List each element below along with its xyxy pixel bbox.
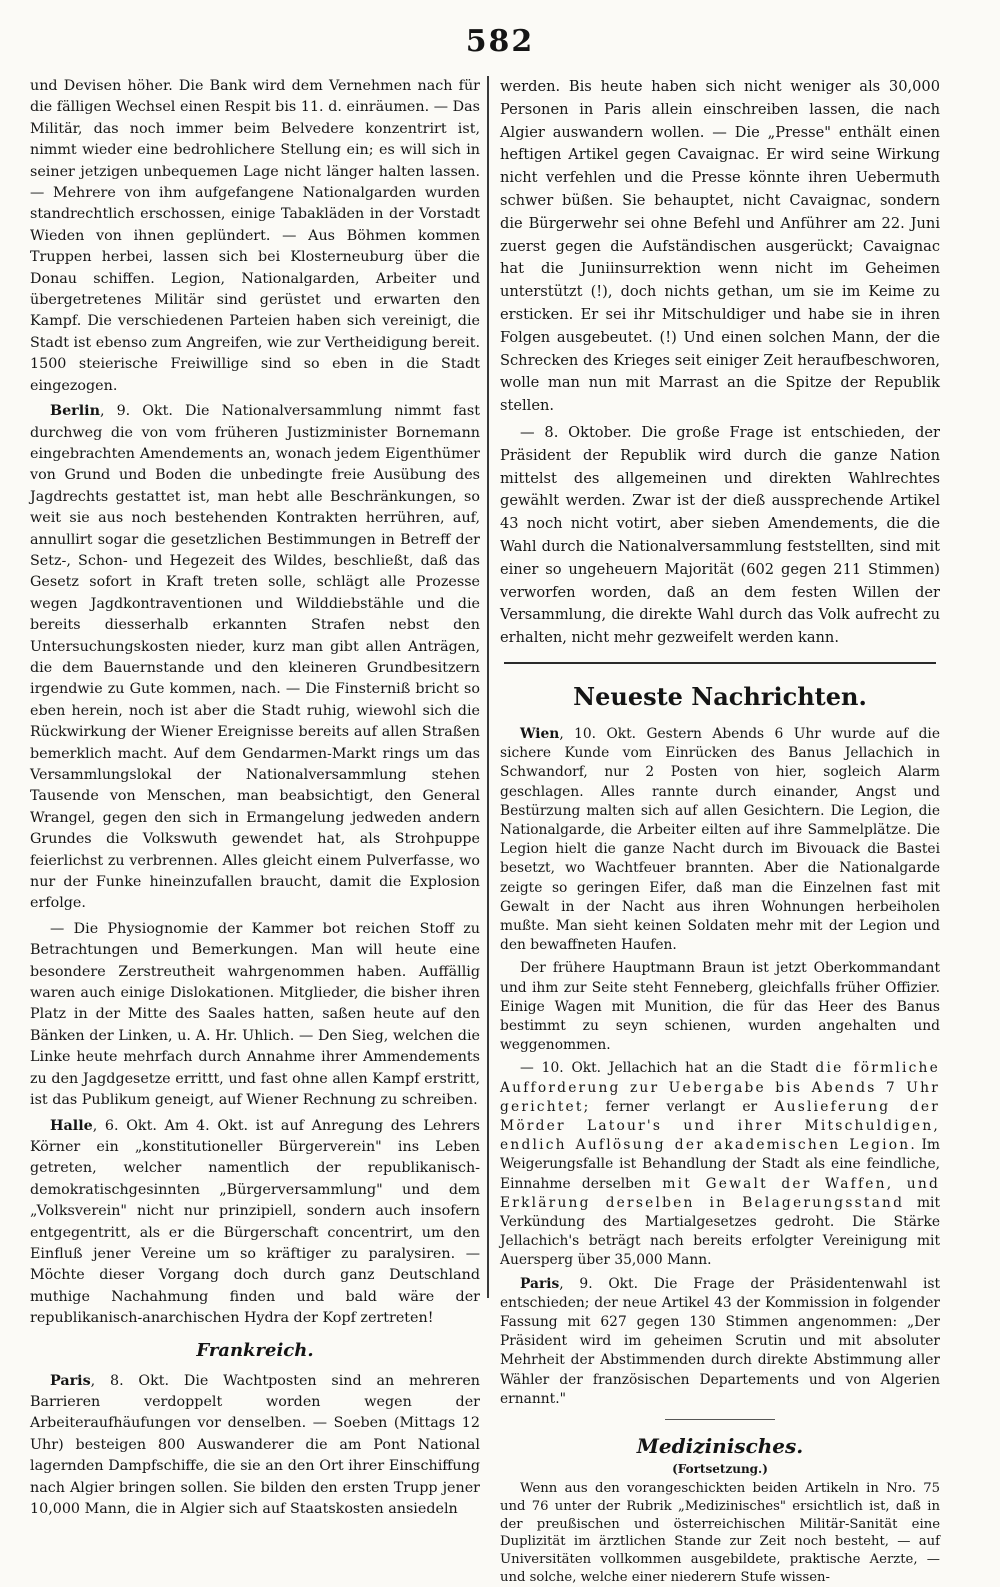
- dateline-place: Paris: [50, 1372, 91, 1389]
- article-paragraph: [500, 725, 940, 955]
- emphasized-text: mit Gewalt der Waffen, und Erklärung derselben in Belagerungsstand: [500, 1175, 940, 1211]
- emphasized-text: die förmliche Aufforderung zur Uebergabe bis Abends 7 Uhr gerichtet: [500, 1060, 940, 1115]
- article-paragraph: — 8. Oktober. Die große Frage ist entschieden, der Präsident der Republik wird durch die ganze Nation mittelst des allgemeinen und direkten Wahlrechtes gewählt werden. Zwar ist der dieß aussprechende Artikel 43 noch nicht votirt, aber sieben Amendements, die die Wahl durch die Nationalversammlung feststellten, sind mit einer so ungeheuern Majorität (602 gegen 211 Stimmen) verworfen worden, daß an dem festen Willen der Versammlung, die direkte Wahl durch das Volk aufrecht zu erhalten, nicht mehr gezweifelt werden kann.: [500, 423, 940, 647]
- emphasized-text: Auslieferung der Mörder Latour's und ihrer Mitschuldigen, endlich Auflösung der akademischen Legion: [500, 1098, 940, 1154]
- article-paragraph: und Devisen höher. Die Bank wird dem Vernehmen nach für die fälligen Wechsel einen Respit bis 11. d. einräumen. — Das Militär, das noch immer beim Belvedere konzentrirt ist, nimmt wieder eine bedrohlichere Stellung ein; es will sich in seiner jetzigen unbequemen Lage nicht länger halten lassen. — Mehrere von ihm aufgefangene Nationalgarden wurden standrechtlich erschossen, einige Tabakläden in der Vorstadt Wieden von ihnen geplündert. — Aus Böhmen kommen Truppen herbei, lassen sich bei Klosterneuburg über die Donau schiffen. Legion, Nationalgarden, Arbeiter und übergetretenes Militär sind gerüstet und erwarten den Kampf. Die verschiedenen Parteien haben sich vereinigt, die Stadt ist ebenso zum Angreifen, wie zur Vertheidigung bereit. 1500 steierische Freiwillige sind so eben in die Stadt eingezogen.: [30, 78, 480, 394]
- article-text: , 8. Okt. Die Wachtposten sind an mehreren Barrieren verdoppelt worden wegen der Arbeiteraufhäufungen vor denselben. — Soeben (Mittags 12 Uhr) besteigen 800 Auswanderer die am Pont National lagernden Dampfschiffe, die sie an den Ort ihrer Einschiffung nach Algier bringen sollen. Sie bilden den ersten Trupp jener 10,000 Mann, die in Algier sich auf Staatskosten ansiedeln: [30, 1372, 480, 1517]
- article-text: ; ferner verlangt er: [583, 1098, 775, 1115]
- article-paragraph: Wenn aus den vorangeschickten beiden Artikeln in Nro. 75 und 76 unter der Rubrik „Medizinisches" ersichtlich ist, daß in der preußischen und österreichischen Militär-Sanität eine Duplizität im ärztlichen Stande zur Zeit noch besteht, — auf Universitäten vollkommen ausgebildete, praktische Aerzte, — und solche, welche einer niederern Stufe wissen-: [500, 1481, 940, 1586]
- article-text: , 9. Okt. Die Frage der Präsidentenwahl ist entschieden; der neue Artikel 43 der Kommission in folgender Fassung mit 627 gegen 130 Stimmen angenommen: „Der Präsident wird im geheimen Scrutin und mit absoluter Mehrheit der Abstimmenden durch direkte Abstimmung aller Wähler der französischen Departements und von Algerien ernannt.": [500, 1275, 940, 1407]
- continuation-note: (Fortsetzung.): [672, 1462, 768, 1477]
- section-heading-neueste-nachrichten: Neueste Nachrichten.: [573, 681, 867, 711]
- dateline-place: Paris: [520, 1275, 560, 1292]
- article-paragraph: [30, 1116, 480, 1330]
- section-heading-medizinisches: Medizinisches.: [636, 1434, 804, 1459]
- article-paragraph: — Die Physiognomie der Kammer bot reichen Stoff zu Betrachtungen und Bemerkungen. Man will heute eine besondere Zerstreutheit wahrgenommen haben. Auffällig waren auch einige Dislokationen. Mitglieder, die bisher ihren Platz in der Mitte des Saales hatten, saßen heute auf den Bänken der Linken, u. A. Hr. Uhlich. — Den Sieg, welchen die Linke heute mehrfach durch Annahme ihrer Ammendements zu den Jagdgesetze errittt, und fast ohne allen Kampf erstritt, ist das Publikum geneigt, auf Wiener Rechnung zu schreiben.: [30, 920, 480, 1109]
- dateline-place: Wien: [520, 725, 560, 742]
- article-paragraph: [500, 1275, 940, 1409]
- left-column: [30, 76, 480, 1517]
- article-text: , 9. Okt. Die Nationalversammlung nimmt fast durchweg die von vom früheren Justizminister Bornemann eingebrachten Amendements an, wonach jedem Eigenthümer von Grund und Boden die unbedingte freie Ausübung des Jagdrechts gestattet ist, man hebt alle Beschränkungen, so weit sie aus noch bestehenden Kontrakten herrühren, auf, annullirt sogar die gesetzlichen Bestimmungen in Betreff der Setz-, Schon- und Hegezeit des Wildes, beschließt, daß das Gesetz sofort in Kraft treten solle, schlägt alle Prozesse wegen Jagdkontraventionen und Wilddiebstähle und die bereits diesserhalb erkannten Strafen nebst den Untersuchungskosten nieder, kurz man gibt allen Anträgen, die dem Bauernstande und den kleineren Grundbesitzern irgendwie zu Gute kommen, nach. — Die Finsterniß bricht so eben herein, noch ist aber die Stadt ruhig, wiewohl sich die Rückwirkung der Wiener Ereignisse bereits auf allen Straßen bemerklich macht. Auf dem Gendarmen-Markt rings um das Versammlungslokal der Nationalversammlung stehen Tausende von Menschen, man beabsichtigt, den General Wrangel, gegen den sich in Ermangelung jedweden andern Grundes die Volkswuth gewendet hat, als Strohpuppe feierlichst zu verbrennen. Alles gleicht einem Pulverfasse, wo nur der Funke hineinzufallen braucht, damit die Explosion erfolge.: [30, 403, 480, 912]
- dateline-place: Halle: [50, 1117, 93, 1134]
- article-text: — 10. Okt. Jellachich hat an die Stadt: [520, 1060, 816, 1077]
- article-paragraph: [30, 1371, 480, 1521]
- right-column: [500, 76, 941, 1586]
- section-rule: [504, 662, 936, 664]
- column-divider: [487, 76, 489, 1298]
- article-paragraph: [500, 1059, 940, 1270]
- article-text: , 6. Okt. Am 4. Okt. ist auf Anregung des Lehrers Körner ein „konstitutioneller Bürgerverein" ins Leben getreten, welcher namentlich der republikanisch-demokratischgesinnten „Bürgerversammlung" und dem „Volksverein" nicht nur prinzipiell, sondern auch insofern entgegentritt, als er die Bürgerschaft concentrirt, um den Einfluß jener Vereine um so kräftiger zu paralysiren. — Möchte dieser Vorgang doch durch ganz Deutschland muthige Nachahmung finden und bald wäre der republikanisch-anarchischen Hydra der Kopf zertreten!: [30, 1117, 480, 1327]
- page-number: 582: [465, 24, 535, 59]
- article-text: , 10. Okt. Gestern Abends 6 Uhr wurde auf die sichere Kunde vom Einrücken des Banus Jellachich in Schwandorf, nur 2 Posten von hier, sogleich Alarm geschlagen. Alles rannte durch einander, Angst und Bestürzung malten sich auf allen Gesichtern. Die Legion, die Nationalgarde, die Arbeiter eilten auf ihre Sammelplätze. Die Legion hielt die ganze Nacht durch im Bivouack die Bastei besetzt, wo Wachtfeuer brannten. Aber die Nationalgarde zeigte so geringen Eifer, daß man die Einzelnen fast mit Gewalt in der Nacht aus ihren Wohnungen herbeiholen mußte. Man sieht keinen Soldaten mehr mit der Legion und den bewaffneten Haufen.: [500, 725, 940, 954]
- article-paragraph: werden. Bis heute haben sich nicht weniger als 30,000 Personen in Paris allein einschreiben lassen, die nach Algier auswandern wollen. — Die „Presse" enthält einen heftigen Artikel gegen Cavaignac. Er wird seine Wirkung nicht verfehlen und die Presse könnte ihren Uebermuth schwer büßen. Sie behauptet, nicht Cavaignac, sondern die Bürgerwehr sei ohne Befehl und Anführer am 22. Juni zuerst gegen die Aufständischen ausgerückt; Cavaignac hat die Juniinsurrektion wenn nicht im Geheimen unterstützt (!), doch nichts gethan, um sie im Keime zu ersticken. Er sei ihr Mitschuldiger und habe sie in ihren Folgen ausgebeutet. (!) Und einen solchen Mann, der die Schrecken des Krieges seit einiger Zeit heraufbeschworen, wolle man nun mit Marrast an die Spitze der Republik stellen.: [500, 78, 940, 415]
- article-text: . Im Weigerungsfalle ist Behandlung der Stadt als eine feindliche, Einnahme derselben: [500, 1137, 941, 1192]
- article-text: mit Verkündung des Martialgesetzes gedroht. Die Stärke Jellachich's beträgt nach bereits erfolgter Vereinigung mit Auersperg über 35,000 Mann.: [500, 1194, 940, 1269]
- article-paragraph: Der frühere Hauptmann Braun ist jetzt Oberkommandant und ihm zur Seite steht Fenneberg, gleichfalls früher Offizier. Einige Wagen mit Munition, die für das Heer des Banus bestimmt zu seyn schienen, wurden angehalten und weggenommen.: [500, 960, 940, 1054]
- dateline-place: Berlin: [50, 403, 100, 420]
- article-paragraph: [30, 401, 480, 915]
- section-rule: [665, 1419, 775, 1420]
- section-heading-frankreich: Frankreich.: [196, 1339, 314, 1361]
